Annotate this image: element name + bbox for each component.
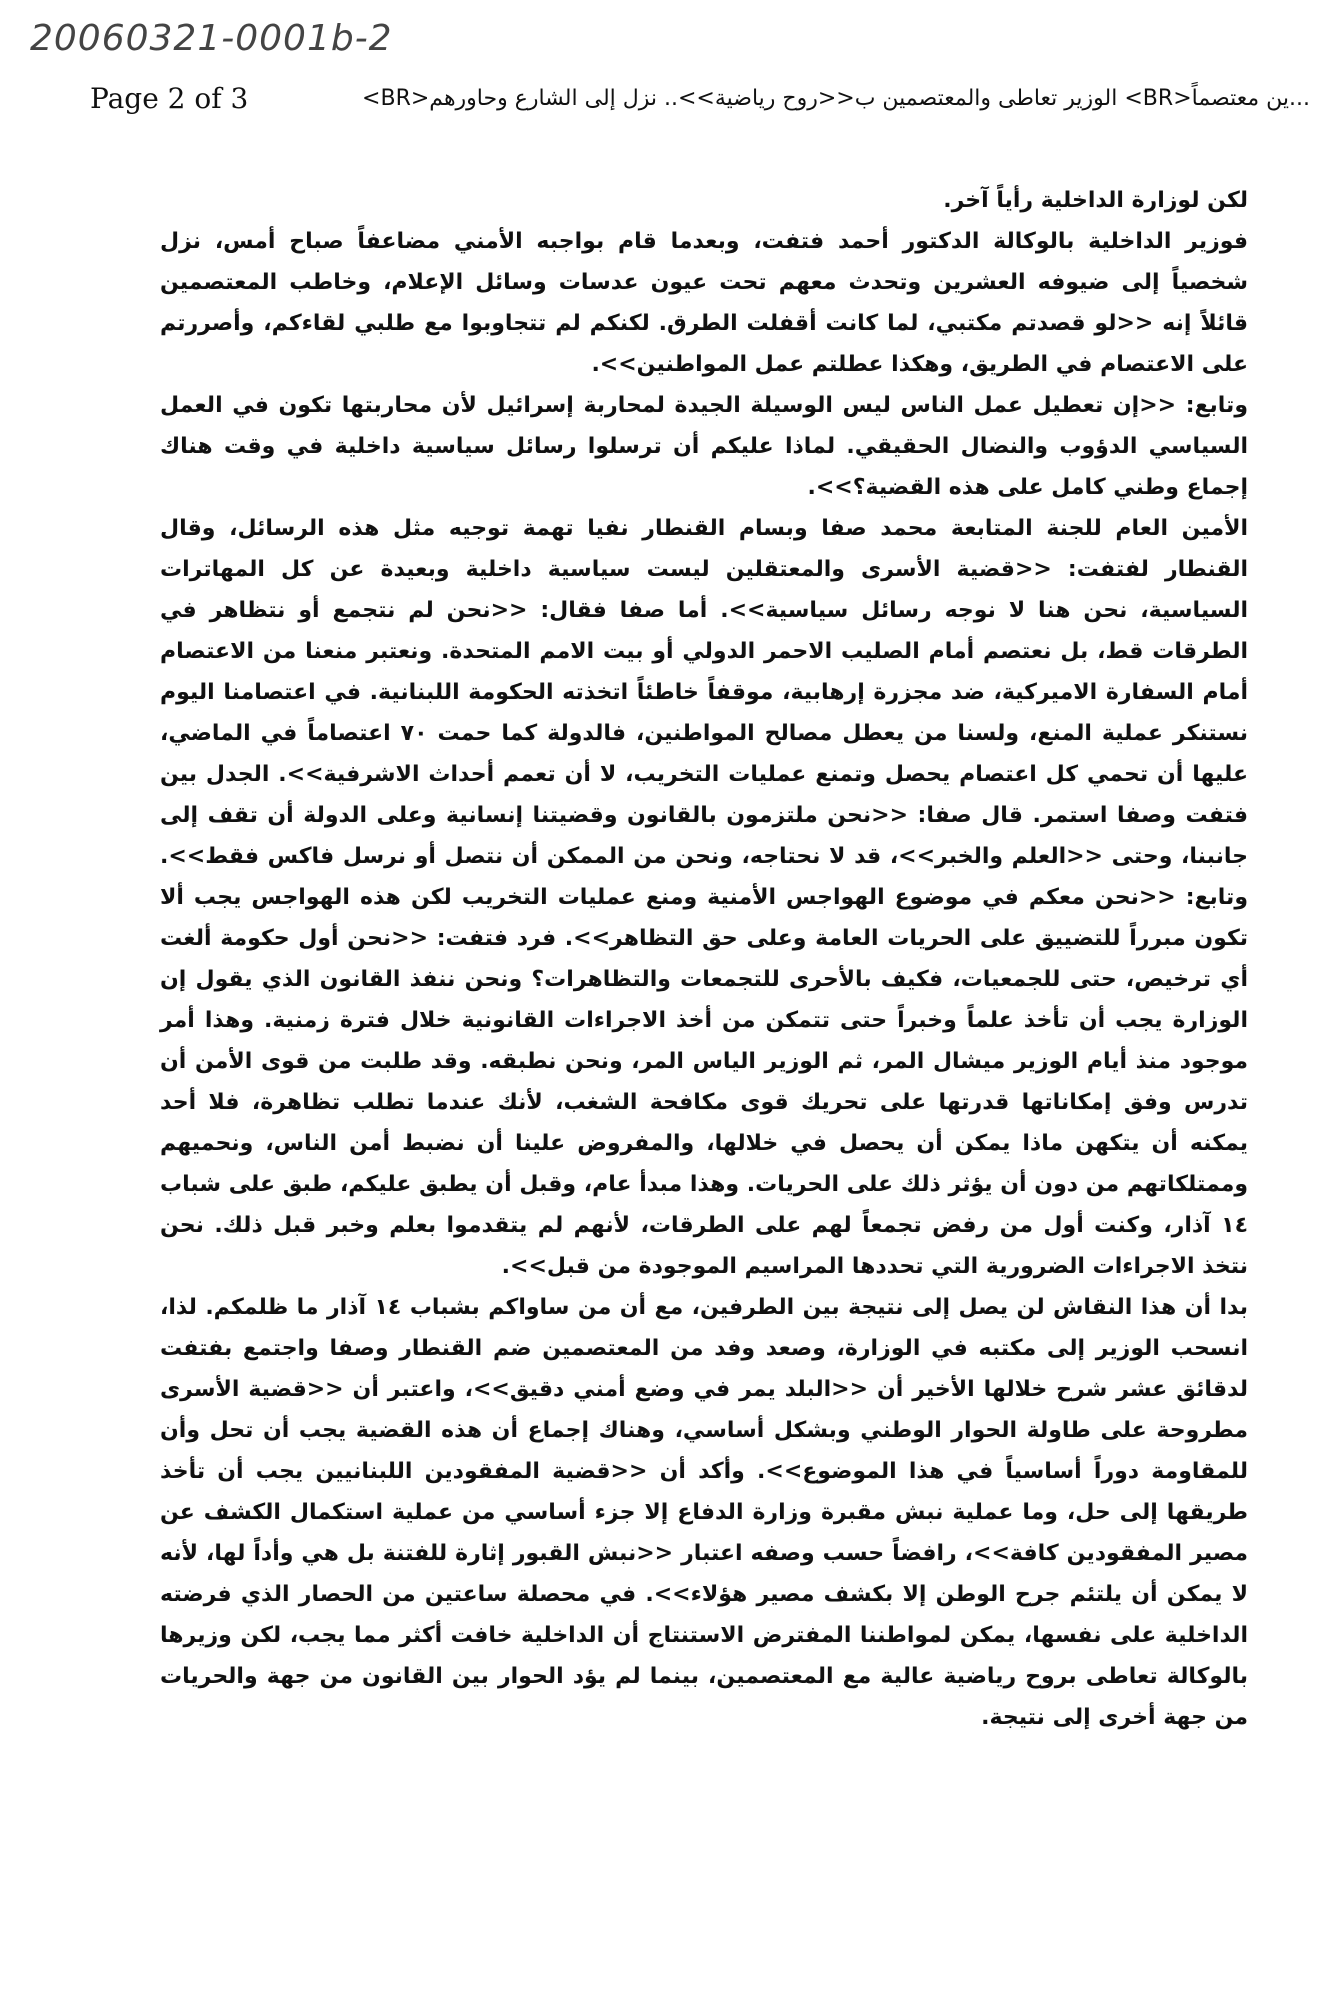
- paragraph: الأمين العام للجنة المتابعة محمد صفا وبسام القنطار نفيا تهمة توجيه مثل هذه الرسائل، وقال القنطار لفتفت: <<قضية الأسرى والمعتقلين ليست سياسية داخلية وبعيدة عن كل المهاترات السياسية، نحن هنا لا نوجه رسائل سياسية>>. أما صفا فقال: <<نحن لم نتجمع أو نتظاهر في الطرقات قط، بل نعتصم أمام الصليب الاحمر الدولي أو بيت الامم المتحدة. ونعتبر منعنا من الاعتصام أمام السفارة الاميركية، ضد مجزرة إرهابية، موقفاً خاطئاً اتخذته الحكومة اللبنانية. في اعتصامنا اليوم نستنكر عملية المنع، ولسنا من يعطل مصالح المواطنين، فالدولة كما حمت ٧٠ اعتصاماً في الماضي، عليها أن تحمي كل اعتصام يحصل وتمنع عمليات التخريب، لا أن تعمم أحداث الاشرفية>>. الجدل بين فتفت وصفا استمر. قال صفا: <<نحن ملتزمون بالقانون وقضيتنا إنسانية وعلى الدولة أن تقف إلى جانبنا، وحتى <<العلم والخبر>>، قد لا نحتاجه، ونحن من الممكن أن نتصل أو نرسل فاكس فقط>>. وتابع: <<نحن معكم في موضوع الهواجس الأمنية ومنع عمليات التخريب لكن هذه الهواجس يجب ألا تكون مبرراً للتضييق على الحريات العامة وعلى حق التظاهر>>. فرد فتفت: <<نحن أول حكومة ألغت أي ترخيص، حتى للجمعيات، فكيف بالأحرى للتجمعات والتظاهرات؟ ونحن ننفذ القانون الذي يقول إن الوزارة يجب أن تأخذ علماً وخبراً حتى تتمكن من أخذ الاجراءات القانونية خلال فترة زمنية. وهذا أمر موجود منذ أيام الوزير ميشال المر، ثم الوزير الياس المر، ونحن نطبقه. وقد طلبت من قوى الأمن أن تدرس وفق إمكاناتها قدرتها على تحريك قوى مكافحة الشغب، لأنك عندما تطلب تظاهرة، فلا أحد يمكنه أن يتكهن ماذا يمكن أن يحصل في خلالها، والمفروض علينا أن نضبط أمن الناس، ونحميهم وممتلكاتهم من دون أن يؤثر ذلك على الحريات. وهذا مبدأ عام، وقبل أن يطبق عليكم، طبق على شباب ١٤ آذار، وكنت أول من رفض تجمعاً لهم على الطرقات، لأنهم لم يتقدموا بعلم وخبر قبل ذلك. نحن نتخذ الاجراءات الضرورية التي تحددها المراسيم الموجودة من قبل>>.: [160, 516, 1248, 1279]
- paragraph: وتابع: <<إن تعطيل عمل الناس ليس الوسيلة الجيدة لمحاربة إسرائيل لأن محاربتها تكون في العمل السياسي الدؤوب والنضال الحقيقي. لماذا عليكم أن ترسلوا رسائل سياسية داخلية في وقت هناك إجماع وطني كامل على هذه القضية؟>>.: [160, 393, 1248, 500]
- paragraph: فوزير الداخلية بالوكالة الدكتور أحمد فتفت، وبعدما قام بواجبه الأمني مضاعفاً صباح أمس، نزل شخصياً إلى ضيوفه العشرين وتحدث معهم تحت عيون عدسات وسائل الإعلام، وخاطب المعتصمين قائلاً إنه <<لو قصدتم مكتبي، لما كانت أقفلت الطرق. لكنكم لم تتجاوبوا مع طلبي لقاءكم، وأصررتم على الاعتصام في الطريق، وهكذا عطلتم عمل المواطنين>>.: [160, 229, 1248, 377]
- page-header: [90, 78, 1310, 118]
- paragraph: لكن لوزارة الداخلية رأياً آخر.: [943, 188, 1248, 213]
- paragraph: بدا أن هذا النقاش لن يصل إلى نتيجة بين الطرفين، مع أن من ساواكم بشباب ١٤ آذار ما ظلمكم. لذا، انسحب الوزير إلى مكتبه في الوزارة، وصعد وفد من المعتصمين ضم القنطار وصفا واجتمع بفتفت لدقائق عشر شرح خلالها الأخير أن <<البلد يمر في وضع أمني دقيق>>، واعتبر أن <<قضية الأسرى مطروحة على طاولة الحوار الوطني وبشكل أساسي، وهناك إجماع أن هذه القضية يجب أن تحل وأن للمقاومة دوراً أساسياً في هذا الموضوع>>. وأكد أن <<قضية المفقودين اللبنانيين يجب أن تأخذ طريقها إلى حل، وما عملية نبش مقبرة وزارة الدفاع إلا جزء أساسي من عملية استكمال الكشف عن مصير المفقودين كافة>>، رافضاً حسب وصفه اعتبار <<نبش القبور إثارة للفتنة بل هي وأداً لها، لأنه لا يمكن أن يلتئم جرح الوطن إلا بكشف مصير هؤلاء>>. في محصلة ساعتين من الحصار الذي فرضته الداخلية على نفسها، يمكن لمواطننا المفترض الاستنتاج أن الداخلية خافت أكثر مما يجب، لكن وزيرها بالوكالة تعاطى بروح رياضية عالية مع المعتصمين، بينما لم يؤد الحوار بين القانون من جهة والحريات من جهة أخرى إلى نتيجة.: [160, 1295, 1249, 1730]
- page-number: Page 2 of 3: [90, 81, 249, 115]
- handwritten-reference: 20060321-0001b-2: [30, 18, 393, 59]
- article-body: [160, 180, 1248, 1980]
- header-title: ...ين معتصماً<BR> الوزير تعاطى والمعتصمين ب<<روح رياضية>>.. نزل إلى الشارع وحاورهم<BR>: [362, 85, 1310, 111]
